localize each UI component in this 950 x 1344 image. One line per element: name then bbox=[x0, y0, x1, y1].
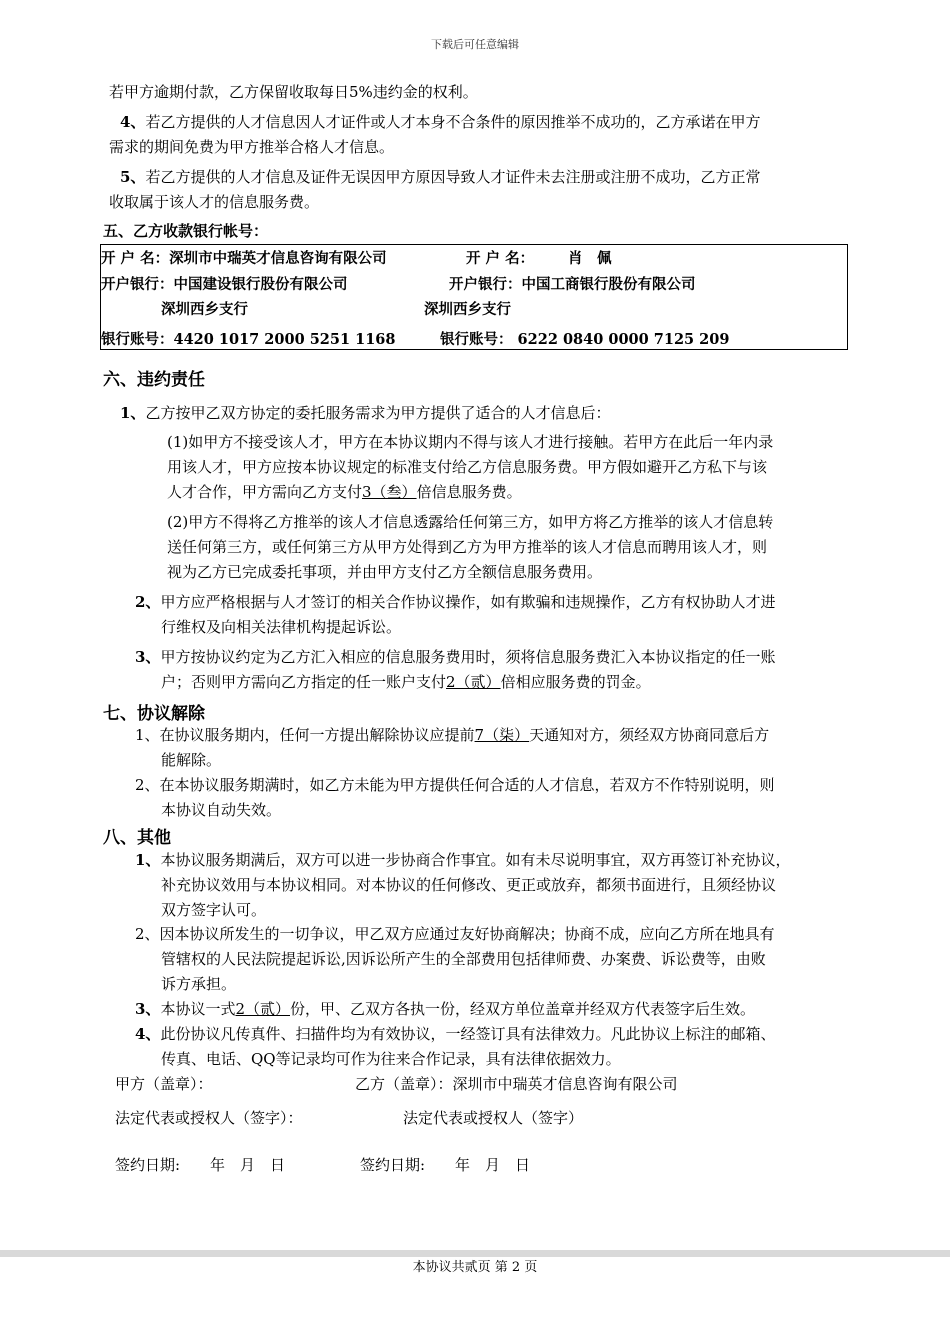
s6-clause-1 bbox=[120, 401, 610, 426]
account-name-right-label: 开 户 名： bbox=[466, 250, 535, 267]
text: 户；否则甲方需向乙方指定的任一账户支付 bbox=[161, 673, 447, 691]
clause-4-line-2: 需求的期间免费为甲方推举合格人才信息。 bbox=[109, 138, 395, 156]
clause-text: 甲方按协议约定为乙方汇入相应的信息服务费用时，须将信息服务费汇入本协议指定的任一账 bbox=[160, 648, 776, 666]
section-8-title: 八、其他 bbox=[103, 828, 171, 848]
text: 本协议一式 bbox=[160, 1000, 236, 1018]
s7-clause-2-line-1: 2、在本协议服务期满时，如乙方未能为甲方提供任何合适的人才信息，若双方不作特别说明，则 bbox=[135, 776, 775, 794]
party-a-sign-date: 签约日期: 年 月 日 bbox=[115, 1156, 286, 1174]
section-6-title: 六、违约责任 bbox=[103, 370, 205, 390]
party-b-sign-date: 签约日期: 年 月 日 bbox=[360, 1156, 531, 1174]
clause-text: 此份协议凡传真件、扫描件均为有效协议，一经签订具有法律效力。凡此协议上标注的邮箱、 bbox=[160, 1025, 776, 1043]
branch-left: 深圳西乡支行 bbox=[161, 301, 248, 318]
s8-clause-1-line-3: 双方签字认可。 bbox=[161, 901, 267, 919]
s6-sub-2-line-2: 送任何第三方，或任何第三方从甲方处得到乙方为甲方推举的该人才信息而聘用该人才，则 bbox=[167, 538, 768, 556]
clause-text: 本协议服务期满后，双方可以进一步协商合作事宜。如有未尽说明事宜，双方再签订补充协议， bbox=[160, 851, 791, 869]
text: 人才合作，甲方需向乙方支付 bbox=[167, 483, 363, 501]
s6-sub-1-line-3 bbox=[167, 480, 522, 505]
s8-clause-2-line-2: 管辖权的人民法院提起诉讼,因诉讼所产生的全部费用包括律师费、办案费、诉讼费等，由败 bbox=[161, 950, 766, 968]
party-a-representative: 法定代表或授权人（签字）： bbox=[115, 1109, 303, 1127]
s7-clause-1-line-1 bbox=[135, 723, 769, 748]
text: 1、在协议服务期内，任何一方提出解除协议应提前 bbox=[135, 726, 475, 744]
account-name-right-value: 肖 佩 bbox=[568, 250, 612, 267]
party-b-seal: 乙方（盖章）：深圳市中瑞英才信息咨询有限公司 bbox=[355, 1075, 678, 1093]
branch-right: 深圳西乡支行 bbox=[424, 301, 511, 318]
section-5-title: 五、乙方收款银行帐号： bbox=[103, 222, 269, 240]
clause-number: 4、 bbox=[135, 1025, 161, 1043]
account-number-left: 银行账号：4420 1017 2000 5251 1168 bbox=[101, 331, 396, 348]
underlined-days: 7（柒） bbox=[474, 726, 530, 744]
underlined-multiplier: 3（叁） bbox=[362, 483, 417, 501]
s8-clause-1-line-2: 补充协议效用与本协议相同。对本协议的任何修改、更正或放弃，都须书面进行，且须经协议 bbox=[161, 876, 777, 894]
s8-clause-1-line-1 bbox=[135, 848, 790, 873]
clause-text: 若乙方提供的人才信息及证件无误因甲方原因导致人才证件未去注册或注册不成功，乙方正常 bbox=[145, 168, 761, 186]
party-b-representative: 法定代表或授权人（签字） bbox=[403, 1109, 584, 1127]
text: 天通知对方，须经双方协商同意后方 bbox=[529, 726, 770, 744]
clause-number: 1、 bbox=[135, 851, 161, 869]
s6-clause-3-line-2 bbox=[161, 670, 651, 695]
s6-sub-1-line-2: 用该人才，甲方应按本协议规定的标准支付给乙方信息服务费。甲方假如避开乙方私下与该 bbox=[167, 458, 768, 476]
account-name-left: 开 户 名：深圳市中瑞英才信息咨询有限公司 bbox=[101, 250, 387, 267]
s8-clause-4-line-2: 传真、电话、QQ等记录均可作为往来合作记录，具有法律依据效力。 bbox=[161, 1050, 621, 1068]
clause-number: 3、 bbox=[135, 648, 161, 666]
bank-right: 开户银行：中国工商银行股份有限公司 bbox=[449, 276, 696, 293]
clause-text: 乙方按甲乙双方协定的委托服务需求为甲方提供了适合的人才信息后： bbox=[145, 404, 611, 422]
late-payment-clause: 若甲方逾期付款，乙方保留收取每日5%违约金的权利。 bbox=[109, 83, 478, 101]
bank-account-table bbox=[100, 244, 848, 350]
section-7-title: 七、协议解除 bbox=[103, 704, 205, 724]
s7-clause-1-line-2: 能解除。 bbox=[161, 751, 222, 769]
bank-left: 开户银行：中国建设银行股份有限公司 bbox=[101, 276, 348, 293]
clause-4-line-1 bbox=[120, 110, 760, 135]
text: 份，甲、乙双方各执一份，经双方单位盖章并经双方代表签字后生效。 bbox=[290, 1000, 756, 1018]
s8-clause-4-line-1 bbox=[135, 1022, 775, 1047]
s6-sub-2-line-3: 视为乙方已完成委托事项，并由甲方支付乙方全额信息服务费用。 bbox=[167, 563, 603, 581]
s6-clause-2-line-1 bbox=[135, 590, 775, 615]
party-a-seal: 甲方（盖章）： bbox=[115, 1075, 213, 1093]
s8-clause-2-line-3: 诉方承担。 bbox=[161, 975, 237, 993]
clause-number: 4、 bbox=[120, 113, 146, 131]
clause-number: 3、 bbox=[135, 1000, 161, 1018]
clause-number: 2、 bbox=[135, 593, 161, 611]
text: 倍相应服务费的罚金。 bbox=[500, 673, 651, 691]
clause-text: 若乙方提供的人才信息因人才证件或人才本身不合条件的原因推举不成功的，乙方承诺在甲方 bbox=[145, 113, 761, 131]
clause-5-line-2: 收取属于该人才的信息服务费。 bbox=[109, 193, 320, 211]
account-number-right: 银行账号： 6222 0840 0000 7125 209 bbox=[440, 331, 730, 348]
s6-sub-1-line-1: (1)如甲方不接受该人才，甲方在本协议期内不得与该人才进行接触。若甲方在此后一年内录 bbox=[167, 433, 774, 451]
s8-clause-2-line-1: 2、因本协议所发生的一切争议，甲乙双方应通过友好协商解决；协商不成，应向乙方所在地具有 bbox=[135, 925, 775, 943]
page-footer: 本协议共贰页 第 2 页 bbox=[412, 1260, 538, 1275]
underlined-multiplier: 2（贰） bbox=[446, 673, 501, 691]
page-header: 下载后可任意编辑 bbox=[431, 38, 519, 51]
clause-number: 5、 bbox=[120, 168, 146, 186]
clause-number: 1、 bbox=[120, 404, 146, 422]
s8-clause-3 bbox=[135, 997, 755, 1022]
s6-clause-3-line-1 bbox=[135, 645, 775, 670]
underlined-copies: 2（贰） bbox=[235, 1000, 290, 1018]
s6-sub-2-line-1: (2)甲方不得将乙方推举的该人才信息透露给任何第三方，如甲方将乙方推举的该人才信息转 bbox=[167, 513, 774, 531]
s7-clause-2-line-2: 本协议自动失效。 bbox=[161, 801, 282, 819]
clause-text: 甲方应严格根据与人才签订的相关合作协议操作，如有欺骗和违规操作，乙方有权协助人才进 bbox=[160, 593, 776, 611]
s6-clause-2-line-2: 行维权及向相关法律机构提起诉讼。 bbox=[161, 618, 402, 636]
text: 倍信息服务费。 bbox=[416, 483, 522, 501]
clause-5-line-1 bbox=[120, 165, 760, 190]
